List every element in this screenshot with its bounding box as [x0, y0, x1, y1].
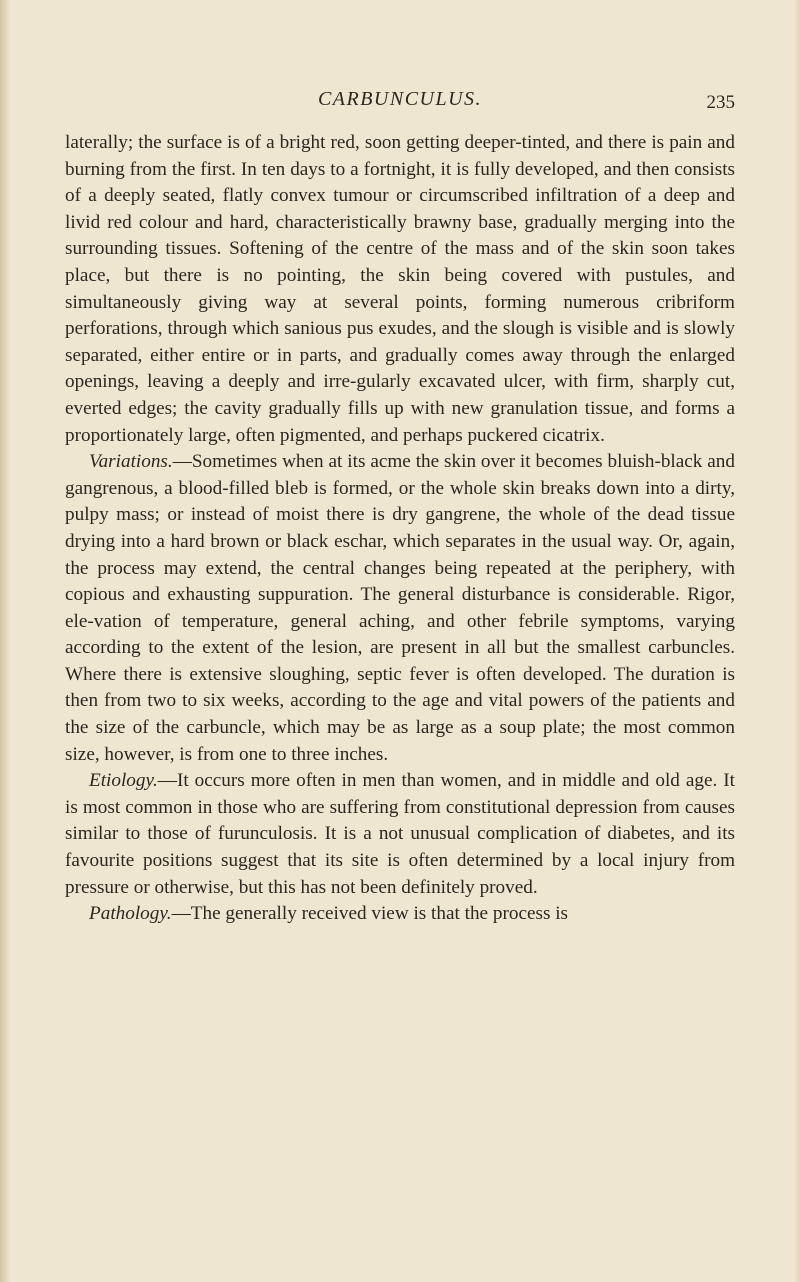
body-text	[65, 130, 735, 928]
paragraph-text: —Sometimes when at its acme the skin over it becomes bluish-black and gangrenous, a blood-filled bleb is formed, or the whole skin breaks down into a dirty, pulpy mass; or instead of moist there is dry gangrene, the whole of the dead tissue drying into a hard brown or black eschar, which separates in the usual way. Or, again, the process may extend, the central changes being repeated at the periphery, with copious and exhausting suppuration. The general disturbance is considerable. Rigor, ele-vation of temperature, general aching, and other febrile symptoms, varying according to the extent of the lesion, are present in all but the smallest carbuncles. Where there is extensive sloughing, septic fever is often developed. The duration is then from two to six weeks, according to the age and vital powers of the patients and the size of the carbuncle, which may be as large as a soup plate; the most common size, however, is from one to three inches.	[65, 451, 735, 765]
running-title: CARBUNCULUS.	[317, 88, 483, 110]
paragraph-variations	[65, 449, 735, 768]
paragraph-text: laterally; the surface is of a bright red, soon getting deeper-tinted, and there is pain and burning from the first. In ten days to a fortnight, it is fully developed, and then consists of a deeply seated, flatly convex tumour or circumscribed infiltration of a deep and livid red colour and hard, characteristically brawny base, gradually merging into the surrounding tissues. Softening of the centre of the mass and of the skin soon takes place, but there is no pointing, the skin being covered with pustules, and simultaneously giving way at several points, forming numerous cribriform perforations, through which sanious pus exudes, and the slough is visible and is slowly separated, either entire or in parts, and gradually comes away through the enlarged openings, leaving a deeply and irre-gularly excavated ulcer, with firm, sharply cut, everted edges; the cavity gradually fills up with new granulation tissue, and forms a proportionately large, often pigmented, and perhaps puckered cicatrix.	[65, 132, 735, 446]
page-binding-edge	[0, 0, 10, 1282]
paragraph-pathology	[65, 901, 735, 928]
page-number: 235	[706, 92, 735, 113]
page-header	[65, 86, 735, 116]
section-heading-etiology: Etiology.	[89, 770, 158, 792]
section-heading-variations: Variations.	[89, 451, 173, 473]
paragraph-description-continued	[65, 130, 735, 449]
paragraph-text: —It occurs more often in men than women, and in middle and old age. It is most common in those who are suffering from constitutional depression from causes similar to those of furunculosis. It is a not unusual complication of diabetes, and its favourite positions suggest that its site is often determined by a local injury from pressure or otherwise, but this has not been definitely proved.	[65, 770, 735, 898]
section-heading-pathology: Pathology.	[89, 903, 172, 925]
paragraph-text: —The generally received view is that the process is	[171, 903, 569, 925]
page-right-edge	[794, 0, 800, 1282]
paragraph-etiology	[65, 768, 735, 901]
